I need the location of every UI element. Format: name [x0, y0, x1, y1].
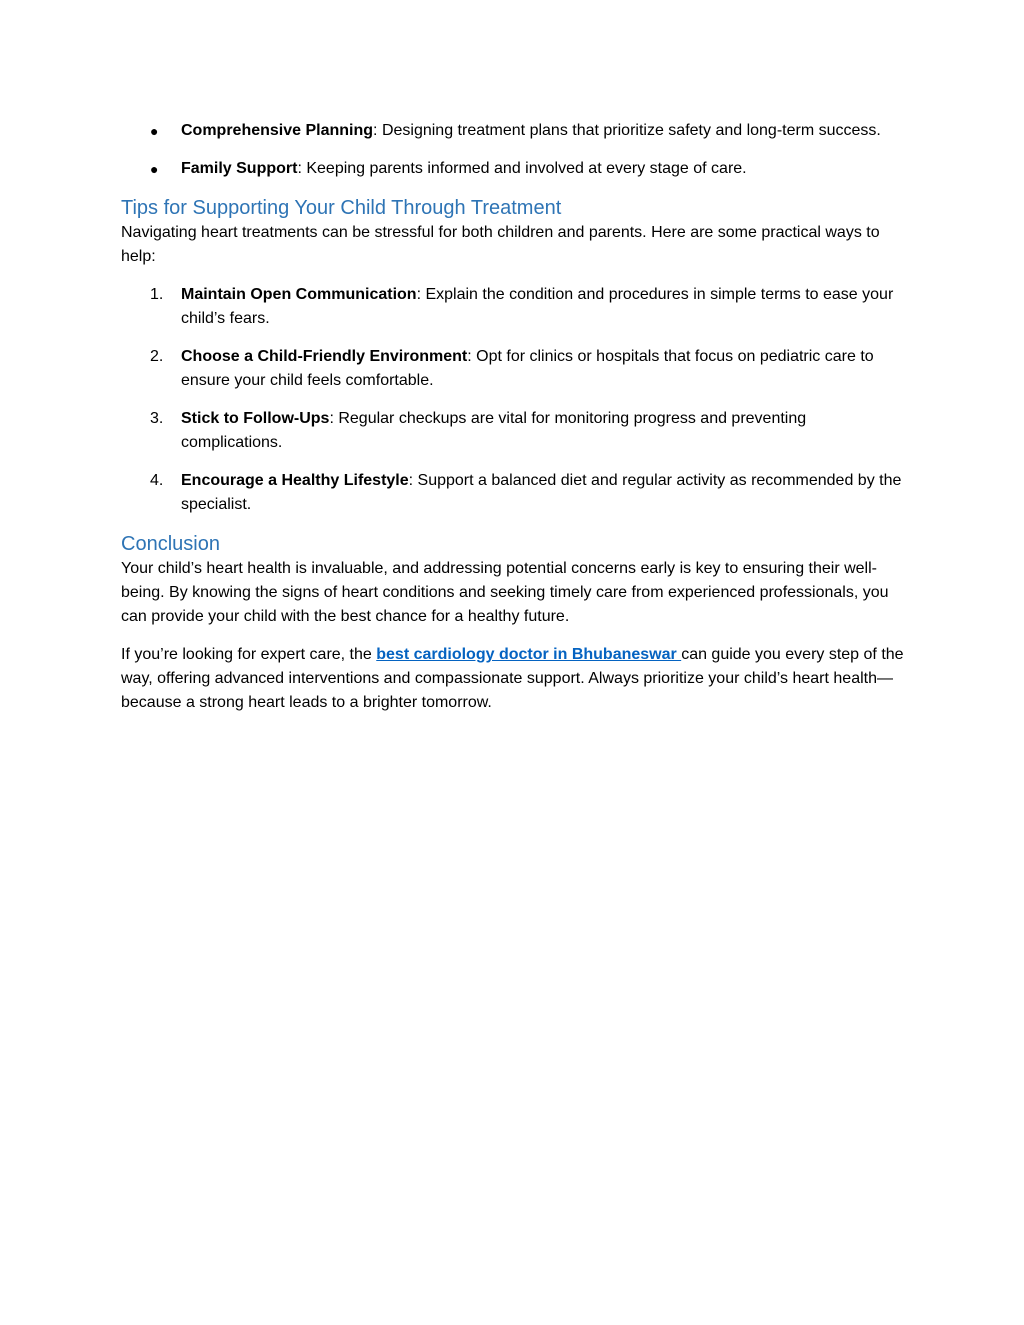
tips-heading: Tips for Supporting Your Child Through Treatment [121, 197, 562, 219]
tip-text: : Opt for clinics or hospitals that focus on pediatric care to ensure your child feels comfortable. [181, 348, 874, 389]
list-item [121, 469, 906, 517]
bullet-text: : Designing treatment plans that prioritize safety and long-term success. [373, 122, 881, 139]
list-item [121, 157, 906, 181]
tip-term: Stick to Follow-Ups [181, 410, 330, 427]
tips-list [121, 283, 906, 517]
list-item [121, 283, 906, 331]
document-content [121, 119, 906, 729]
bullet-icon: ● [150, 161, 159, 177]
tip-text: : Explain the condition and procedures in simple terms to ease your child’s fears. [181, 286, 894, 327]
conclusion-paragraph-link [121, 643, 906, 715]
list-number: 2. [150, 348, 164, 365]
paragraph-text-after-link: can guide you every step of the way, offering advanced interventions and compassionate support. Always prioritize your child’s heart health—because a strong heart leads to a brighter tomorrow. [121, 646, 904, 711]
list-item [121, 345, 906, 393]
conclusion-heading: Conclusion [121, 533, 220, 555]
conclusion-paragraph: Your child’s heart health is invaluable, and addressing potential concerns early is key to ensuring their well-being. By knowing the signs of heart conditions and seeking timely care from experienced professionals, you can provide your child with the best chance for a healthy future. [121, 560, 889, 625]
bullet-list [121, 119, 906, 181]
list-number: 1. [150, 286, 164, 303]
paragraph-text-before-link: If you’re looking for expert care, the [121, 646, 377, 663]
tip-term: Choose a Child-Friendly Environment [181, 348, 468, 365]
bullet-text: : Keeping parents informed and involved at every stage of care. [297, 160, 747, 177]
bullet-icon: ● [150, 123, 159, 139]
list-number: 4. [150, 472, 164, 489]
tips-intro: Navigating heart treatments can be stressful for both children and parents. Here are some practical ways to help: [121, 224, 880, 265]
bullet-term: Comprehensive Planning [181, 122, 374, 139]
tip-text: : Support a balanced diet and regular activity as recommended by the specialist. [181, 472, 902, 513]
bullet-term: Family Support [181, 160, 298, 177]
list-number: 3. [150, 410, 164, 427]
tip-text: : Regular checkups are vital for monitoring progress and preventing complications. [181, 410, 807, 451]
tip-term: Maintain Open Communication [181, 286, 417, 303]
list-item [121, 407, 906, 455]
cardiology-doctor-link[interactable]: best cardiology doctor in Bhubaneswar [376, 646, 682, 663]
list-item [121, 119, 906, 143]
tip-term: Encourage a Healthy Lifestyle [181, 472, 409, 489]
